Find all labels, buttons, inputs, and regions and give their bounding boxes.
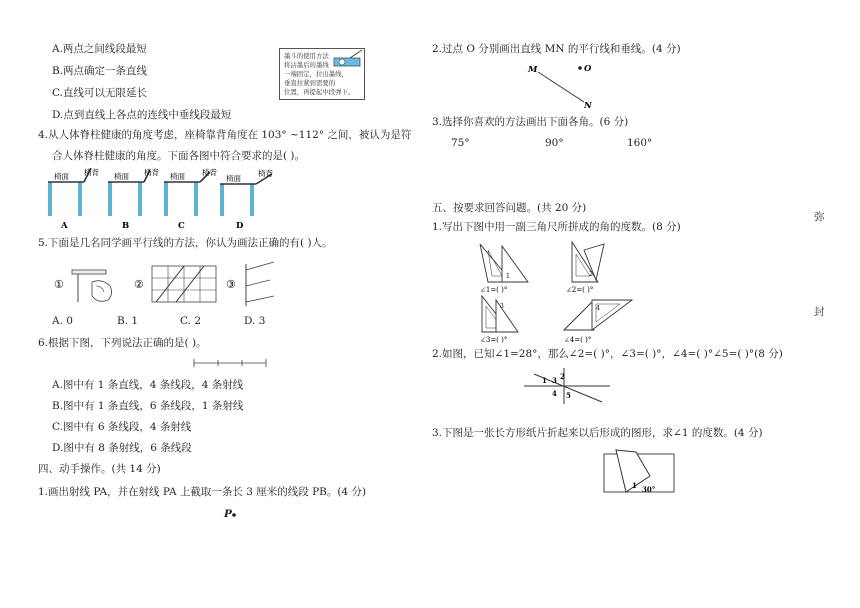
label-n: N	[584, 101, 592, 108]
angle-90: 90°	[545, 137, 564, 149]
ruler-hand-drawing	[72, 270, 112, 302]
operation-3-text: 3.选择你喜欢的方法画出下面各角。(6 分)	[432, 116, 629, 128]
seat-label: 椅面	[170, 172, 185, 181]
ruler-pair-1	[480, 244, 528, 294]
chair-letter: B	[122, 221, 130, 231]
chair-b	[108, 168, 159, 231]
ruler-pair-3	[480, 296, 518, 344]
method-mark: ③	[226, 278, 236, 291]
angle-3-label: ∠3=( )°	[480, 336, 508, 344]
chair-letter: C	[178, 221, 185, 231]
angle-160: 160°	[627, 137, 653, 149]
triangle-rulers-figure	[472, 240, 642, 350]
chair-figures	[40, 168, 280, 232]
angle-num: 4	[552, 389, 557, 398]
angle-num: 5	[566, 391, 571, 400]
mark-1: 1	[506, 273, 510, 280]
note-line: 墨斗的使用方法	[284, 52, 329, 60]
note-line: 垂直拉紧到需要的	[284, 79, 336, 87]
q5-text: 5.下面是几名同学画平行线的方法，你认为画法正确的有( )人。	[38, 237, 333, 249]
angle-num: 1	[542, 376, 547, 385]
parallel-methods-figure	[48, 258, 288, 310]
folded-paper-figure	[600, 448, 680, 496]
ruler-pair-2	[566, 242, 604, 294]
angle-75: 75°	[451, 137, 470, 149]
q3-option-c: C.直线可以无限延长	[52, 87, 147, 99]
angle-num: 3	[552, 376, 557, 385]
ruler-pair-4	[564, 300, 632, 344]
chair-a	[48, 168, 99, 231]
note-line: 一端固定，拉出墨线，	[284, 70, 348, 78]
q6-option-b: B.图中有 1 条直线，6 条线段，1 条射线	[52, 400, 244, 412]
method-mark: ②	[134, 278, 144, 291]
problem-2-text: 2.如图，已知∠1=28°，那么∠2=( )°，∠3=( )°，∠4=( )°∠5=( )°(8 分)	[432, 348, 783, 360]
intersecting-lines-figure	[522, 366, 612, 406]
q6-option-a: A.图中有 1 条直线，4 条线段，4 条射线	[52, 379, 244, 391]
note-line: 将沾墨后的墨线	[284, 61, 329, 69]
problem-3-text: 3.下图是一张长方形纸片折起来以后形成的图形，求∠1 的度数。(4 分)	[432, 427, 763, 439]
note-line: 位置，再提起中段弹下。	[284, 88, 355, 96]
angle-1-mark: 1	[632, 481, 637, 490]
back-label: 椅背	[202, 168, 217, 177]
operation-2-text: 2.过点 O 分别画出直线 MN 的平行线和垂线。(4 分)	[432, 43, 681, 55]
seat-label: 椅面	[54, 172, 69, 181]
given-angle: 30°	[642, 485, 656, 494]
angle-4-label: ∠4=( )°	[564, 336, 592, 344]
back-label: 椅背	[258, 169, 273, 178]
chair-c	[164, 168, 217, 231]
ink-tool-illustration	[330, 48, 366, 70]
q4-text-2: 合人体脊柱健康的角度。下面各图中符合要求的是( )。	[52, 150, 306, 162]
q6-option-c: C.图中有 6 条线段，4 条射线	[52, 421, 192, 433]
q5-option-d: D. 3	[244, 315, 266, 327]
point-p-label: P	[224, 508, 232, 520]
q3-option-d: D.点到直线上各点的连线中垂线段最短	[52, 109, 232, 121]
operation-1-text: 1.画出射线 PA，并在射线 PA 上截取一条长 3 厘米的线段 PB。(4 分)	[38, 486, 367, 498]
angle-1-label: ∠1=( )°	[480, 286, 508, 294]
mark-4: 4	[596, 305, 600, 312]
line-segment-figure	[190, 356, 270, 370]
chair-d	[220, 168, 273, 231]
q4-text-1: 4.从人体脊柱健康的角度考虑，座椅靠背角度在 103° ~112° 之间，被认为是符	[38, 129, 412, 141]
label-o: O	[584, 64, 592, 74]
q5-option-b: B. 1	[117, 315, 139, 327]
q3-option-b: B.两点确定一条直线	[52, 65, 148, 77]
angle-2-label: ∠2=( )°	[566, 286, 594, 294]
chair-letter: D	[236, 221, 244, 231]
margin-char: 弥	[814, 211, 825, 223]
section-4-heading: 四、动手操作。(共 14 分)	[38, 463, 161, 475]
chair-letter: A	[61, 221, 68, 231]
mark-3: 3	[500, 303, 504, 310]
seat-label: 椅面	[114, 172, 129, 181]
margin-char: 封	[814, 306, 825, 318]
line-mn-figure	[524, 62, 604, 108]
q6-text: 6.根据下图，下列说法正确的是( )。	[38, 337, 207, 349]
section-5-heading: 五、按要求回答问题。(共 20 分)	[432, 202, 587, 214]
method-mark: ①	[54, 278, 64, 291]
angle-num: 2	[560, 372, 565, 381]
q3-option-a: A.两点之间线段最短	[52, 43, 147, 55]
mark-2: 2	[589, 271, 593, 278]
seat-label: 椅面	[226, 174, 241, 183]
problem-1-text: 1.写出下图中用一副三角尺所拼成的角的度数。(8 分)	[432, 221, 681, 233]
back-label: 椅背	[144, 168, 159, 177]
q5-option-a: A. 0	[52, 315, 73, 327]
label-m: M	[528, 65, 538, 75]
fold-drawing	[246, 262, 274, 306]
point-o	[578, 66, 582, 70]
q6-option-d: D.图中有 8 条射线，6 条线段	[52, 442, 192, 454]
q5-option-c: C. 2	[180, 315, 202, 327]
point-p-dot	[231, 512, 237, 518]
back-label: 椅背	[84, 168, 99, 177]
grid-drawing	[152, 266, 216, 302]
